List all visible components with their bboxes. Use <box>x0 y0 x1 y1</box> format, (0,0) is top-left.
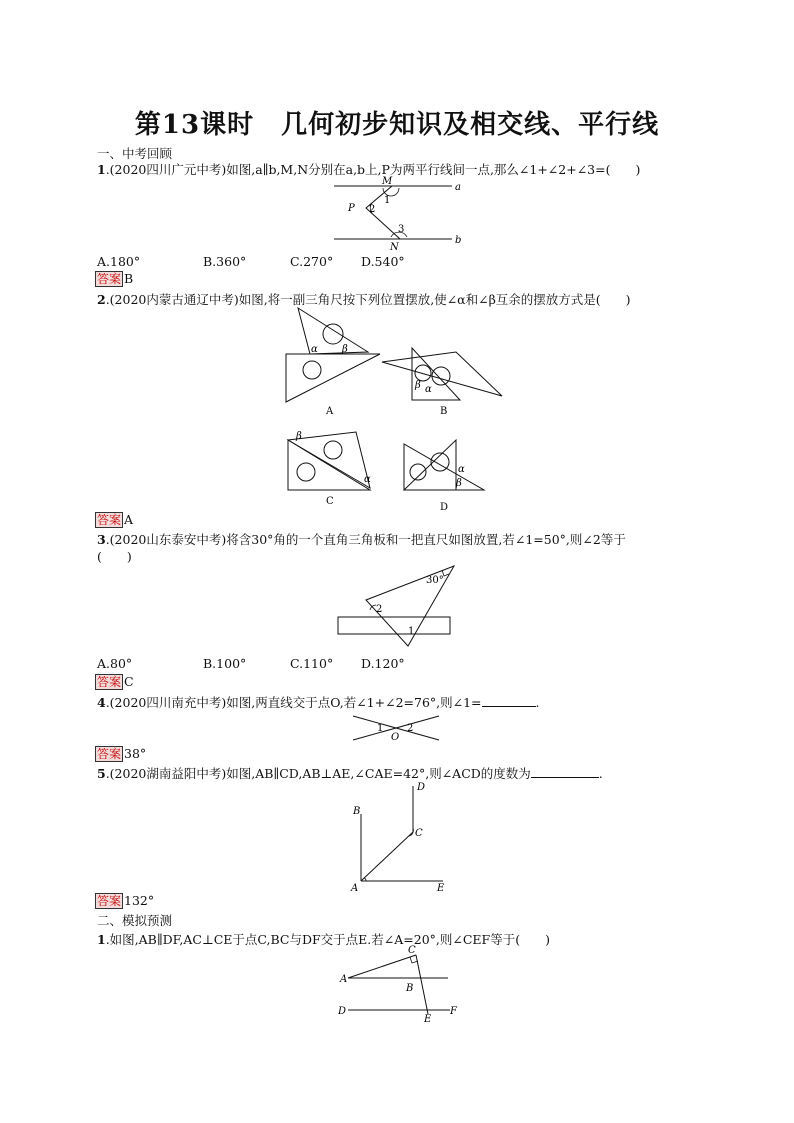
answer-q1 <box>95 271 133 287</box>
figure-option-b <box>382 348 502 417</box>
label-2: 2 <box>407 723 414 734</box>
answer-tag: 答案 <box>97 675 122 689</box>
option-c: C.110° <box>290 656 334 671</box>
label-b: b <box>455 235 462 246</box>
question-text: .(2020山东泰安中考)将含30°角的一个直角三角板和一把直尺如图放置,若∠1=50°,则∠2等于 <box>105 532 626 547</box>
answer-tag: 答案 <box>97 747 122 761</box>
option-b: B.100° <box>203 656 247 671</box>
label-C: C <box>408 945 416 956</box>
segment-CE <box>416 955 428 1014</box>
label-beta-d: β <box>456 478 462 489</box>
answer-value: C <box>124 674 134 689</box>
label-N: N <box>390 242 399 252</box>
label-option-d: D <box>440 502 449 513</box>
label-option-b: B <box>440 406 448 417</box>
label-beta-b: β <box>415 380 421 391</box>
question-text: .如图,AB∥DF,AC⊥CE于点C,BC与DF交于点E.若∠A=20°,则∠CEF等于( ) <box>105 932 550 947</box>
label-option-c: C <box>326 496 334 507</box>
label-alpha-c: α <box>364 474 371 485</box>
answer-q5 <box>95 893 154 909</box>
label-option-a: A <box>326 406 334 417</box>
label-B: B <box>353 806 361 817</box>
answer-tag: 答案 <box>97 894 122 908</box>
label-alpha-b: α <box>425 384 432 395</box>
angle-label-2: 2 <box>369 204 376 215</box>
angle-label-3: 3 <box>398 224 405 235</box>
label-D: D <box>417 782 426 793</box>
question-text: .(2020湖南益阳中考)如图,AB∥CD,AB⊥AE,∠CAE=42°,则∠ACD的度数为 <box>105 766 531 781</box>
section-heading: 一、中考回顾 <box>97 146 173 161</box>
question-number: 3 <box>97 532 106 547</box>
figure-q3 <box>330 560 460 650</box>
label-O: O <box>391 732 400 743</box>
answer-value: A <box>124 512 134 527</box>
question-5: 5.(2020湖南益阳中考)如图,AB∥CD,AB⊥AE,∠CAE=42°,则∠ACD的度数为 . <box>97 766 603 781</box>
question-number: 1 <box>97 162 106 177</box>
figure-q1 <box>320 176 480 252</box>
question-text: .(2020四川南充中考)如图,两直线交于点O,若∠1+∠2=76°,则∠1= <box>105 695 482 710</box>
question-number: 2 <box>97 292 106 307</box>
page-title: 第13课时 几何初步知识及相交线、平行线 <box>134 110 660 140</box>
figure-option-d <box>404 440 484 513</box>
answer-tag: 答案 <box>97 513 122 527</box>
label-E: E <box>437 883 445 894</box>
answer-q4 <box>95 746 146 762</box>
answer-blank[interactable] <box>482 695 536 707</box>
section-heading: 二、模拟预测 <box>97 913 173 928</box>
question-3 <box>97 532 626 548</box>
label-M: M <box>382 176 393 187</box>
label-B: B <box>406 983 414 994</box>
label-a: a <box>455 182 461 193</box>
answer-q2 <box>95 512 133 528</box>
label-E: E <box>424 1014 432 1024</box>
option-a: A.80° <box>97 656 133 671</box>
figure-option-c <box>288 431 371 507</box>
label-beta: β <box>342 344 348 355</box>
option-c: C.270° <box>290 254 334 269</box>
option-a: A.180° <box>97 254 141 269</box>
label-C: C <box>415 828 423 839</box>
label-30: 30° <box>426 575 444 586</box>
angle-label-1: 1 <box>384 195 391 206</box>
answer-value: 132° <box>124 893 155 908</box>
option-d: D.540° <box>361 254 405 269</box>
label-1: 1 <box>408 626 415 637</box>
question-number: 1 <box>97 932 106 947</box>
label-beta-c: β <box>296 431 302 442</box>
segment-AC <box>348 955 416 978</box>
question-text: .(2020内蒙古通辽中考)如图,将一副三角尺按下列位置摆放,使∠α和∠β互余的摆放方式是( ) <box>105 292 631 307</box>
label-D: D <box>338 1006 347 1017</box>
option-d: D.120° <box>361 656 405 671</box>
label-A: A <box>351 883 359 894</box>
figure-q2 <box>270 300 520 520</box>
label-2: 2 <box>376 604 383 615</box>
label-alpha-d: α <box>458 464 465 475</box>
figure-q4 <box>345 712 445 744</box>
figure-option-a <box>286 308 380 417</box>
question-number: 5 <box>97 766 106 781</box>
label-P: P <box>348 203 355 214</box>
answer-value: B <box>124 271 134 286</box>
option-b: B.360° <box>203 254 247 269</box>
label-F: F <box>450 1006 457 1017</box>
question-text: .(2020四川广元中考)如图,a∥b,M,N分别在a,b上,P为两平行线间一点,那么∠1+∠2+∠3=( ) <box>105 162 641 177</box>
label-1: 1 <box>377 723 384 734</box>
answer-q3 <box>95 674 134 690</box>
answer-value: 38° <box>124 746 147 761</box>
question-4: 4.(2020四川南充中考)如图,两直线交于点O,若∠1+∠2=76°,则∠1= . <box>97 695 540 710</box>
label-alpha: α <box>311 344 318 355</box>
ruler <box>338 617 450 634</box>
question-m1 <box>97 932 550 948</box>
segment-AC <box>361 832 413 881</box>
answer-tag: 答案 <box>97 272 122 286</box>
label-A: A <box>340 974 348 985</box>
question-3-bracket: ( ) <box>97 549 132 564</box>
figure-m1 <box>330 944 470 1024</box>
answer-blank[interactable] <box>531 766 599 778</box>
question-number: 4 <box>97 695 106 710</box>
figure-q5 <box>345 780 455 896</box>
